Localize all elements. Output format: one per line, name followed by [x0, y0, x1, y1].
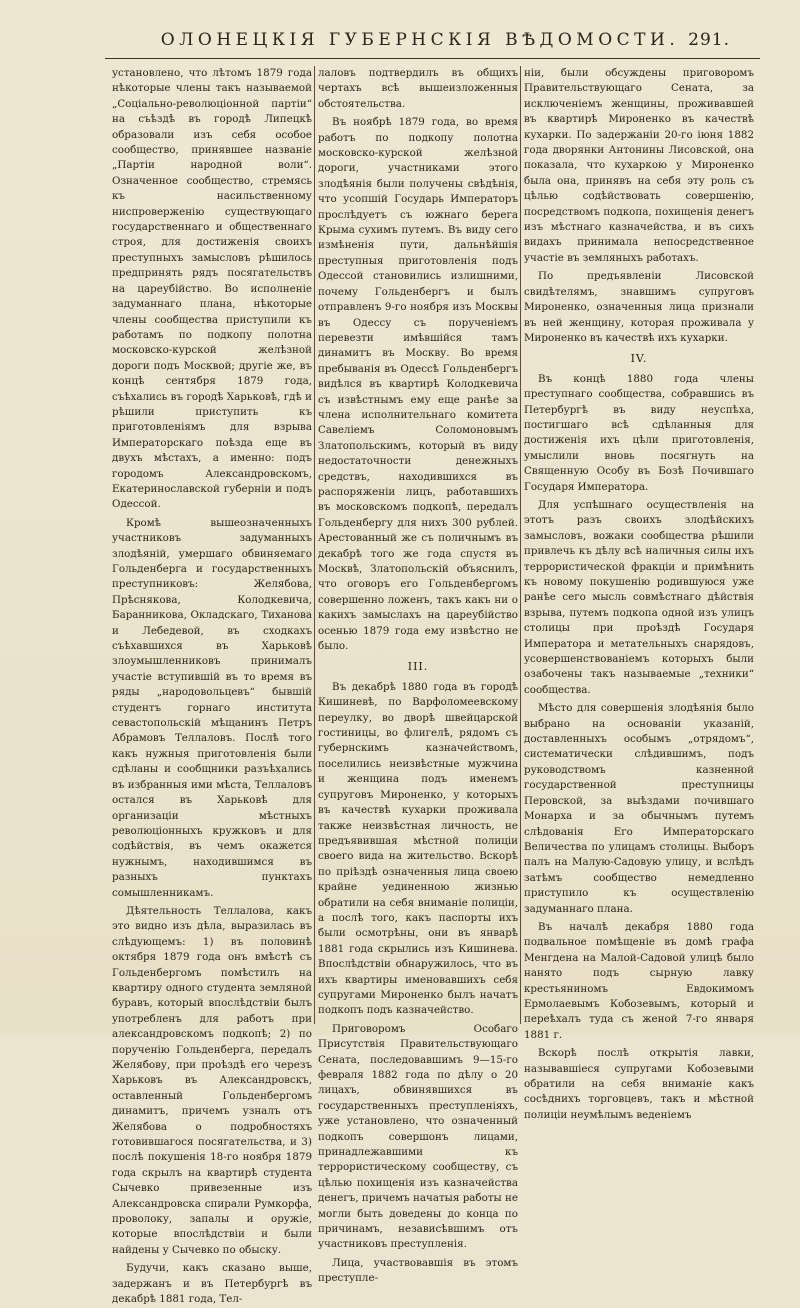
- paragraph: установлено, что лѣтомъ 1879 года нѣкоторые члены такъ называемой „Соціально-революціонной партіи“ на съѣздѣ въ городѣ Липецкѣ образовали изъ себя особое сообщество, принявшее названіе „Партіи народной воли“. Означенное сообщество, стремясь къ насильственному ниспроверженію существующаго государственнаго и общественнаго строя, для достиженія своихъ преступныхъ замысловъ рѣшилось предпринять рядъ посягательствъ на цареубійство. Во исполненіе задуманнаго плана, нѣкоторые члены сообщества приступили къ работамъ по подкопу полотна московско-курской желѣзной дороги подъ Москвой; другіе же, въ концѣ сентября 1879 года, съѣхались въ городѣ Харьковѣ, гдѣ и рѣшили приступить къ приготовленіямъ для взрыва Императорскаго поѣзда еще въ двухъ мѣстахъ, а именно: подъ городомъ Александровскомъ, Екатеринославской губерніи и подъ Одессой.: [112, 67, 312, 511]
- column-1: [112, 66, 312, 1306]
- paragraph: Вскорѣ послѣ открытія лавки, называвшіеся супругами Кобозевыми обратили на себя вниманіе какъ сосѣднихъ торговцевъ, такъ и мѣстной полиціи неумѣлымъ веденіемъ: [524, 1047, 754, 1121]
- paragraph: По предъявленіи Лисовской свидѣтелямъ, знавшимъ супруговъ Мироненко, означенныя лица признали въ ней женщину, которая проживала у Мироненко въ качествѣ ихъ кухарки.: [524, 270, 754, 344]
- paragraph: лаловъ подтвердилъ въ общихъ чертахъ всѣ вышеизложенныя обстоятельства.: [318, 67, 518, 110]
- page-number: 291.: [688, 30, 730, 50]
- section-heading: III.: [407, 660, 429, 674]
- column-2: [318, 66, 518, 1285]
- newspaper-title: ОЛОНЕЦКІЯ ГУБЕРНСКІЯ ВѢДОМОСТИ.: [160, 30, 680, 50]
- column-divider: [520, 66, 521, 1024]
- column-3: [524, 66, 754, 1121]
- paragraph: Въ концѣ 1880 года члены преступнаго сообщества, собравшись въ Петербургѣ въ виду неуспѣха, постигшаго всѣ сдѣланныя для достиженія ихъ цѣли приготовленія, умыслили вновь посягнуть на Священную Особу въ Бозѣ Почившаго Государя Императора.: [524, 372, 754, 493]
- paragraph: Для успѣшнаго осуществленія на этотъ разъ своихъ злодѣйскихъ замысловъ, вожаки сообщества рѣшили привлечь къ дѣлу всѣ наличныя силы ихъ террористической фракціи и примѣнить къ новому покушенію родившуюся уже ранѣе сего мысль совмѣстнаго дѣйствія взрыва, путемъ подкопа одной изъ улицъ столицы при проѣздѣ Государя Императора и метательныхъ снарядовъ, усовершенствованіемъ которыхъ были озабочены такъ называемые „техники“ сообщества.: [524, 498, 754, 696]
- paragraph: Мѣсто для совершенія злодѣянія было выбрано на основаніи указаній, доставленныхъ особымъ „отрядомъ“, систематически слѣдившимъ, подъ руководствомъ казненной государственной преступницы Перовской, за выѣздами почившаго Монарха и за обычнымъ путемъ слѣдованія Его Императорскаго Величества по улицамъ столицы. Выборъ палъ на Малую-Садовую улицу, и вслѣдъ затѣмъ сообщество немедленно приступило къ осуществленію задуманнаго плана.: [524, 702, 754, 915]
- paragraph: Лица, участвовавшія въ этомъ преступле-: [318, 1256, 518, 1285]
- paragraph: Кромѣ вышеозначенныхъ участниковъ задуманныхъ злодѣяній, умершаго обвиняемаго Гольденберга и государственныхъ преступниковъ: Желябова, Прѣснякова, Колодкевича, Баранникова, Окладскаго, Тиханова и Лебедевой, въ сходкахъ съѣхавшихся въ Харьковѣ злоумышленниковъ принималъ участіе вступившій въ то время въ ряды „народовольцевъ“ бывшій студентъ горнаго института севастопольскій мѣщанинъ Петръ Абрамовъ Теллаловъ. Послѣ того какъ нужныя приготовленія были сдѣланы и сообщники разъѣхались въ избранныя ими мѣста, Теллаловъ остался въ Харьковѣ для организаціи мѣстныхъ революціонныхъ кружковъ и для содѣйствія, въ чемъ окажется нужнымъ, находившимся въ разныхъ пунктахъ сомышленникамъ.: [112, 516, 312, 899]
- paragraph: Дѣятельность Теллалова, какъ это видно изъ дѣла, выразилась въ слѣдующемъ: 1) въ половинѣ октября 1879 года онъ вмѣстѣ съ Гольденбергомъ помѣстилъ на квартиру одного студента земляной буравъ, который впослѣдствіи былъ употребленъ для работъ при александровскомъ подкопѣ; 2) по порученію Гольденберга, передалъ Желябову, при проѣздѣ его черезъ Харьковъ въ Александровскъ, оставленный Гольденбергомъ динамитъ, причемъ узналъ отъ Желябова о подробностяхъ готовившагося посягательства, и 3) послѣ покушенія 18-го ноября 1879 года скрылъ на квартирѣ студента Сычевко привезенные изъ Александровска спирали Румкорфа, проволоку, запалы и оружіе, которые впослѣдствіи и были найдены у Сычевко по обыску.: [112, 904, 312, 1256]
- page-header: [100, 28, 740, 58]
- paragraph: Будучи, какъ сказано выше, задержанъ и въ Петербургѣ въ декабрѣ 1881 года, Тел-: [112, 1262, 312, 1306]
- paragraph: Въ ноябрѣ 1879 года, во время работъ по подкопу полотна московско-курской желѣзной дороги, участниками этого злодѣянія были получены свѣдѣнія, что усопшій Государь Императоръ прослѣдуетъ съ южнаго берега Крыма сухимъ путемъ. Въ виду сего измѣненія пути, дальнѣйшія преступныя приготовленія подъ Одессой становились излишними, почему Гольденбергъ и былъ отправленъ 9-го ноября изъ Москвы въ Одессу съ порученіемъ перевезти имѣвшійся тамъ динамитъ въ Москву. Во время пребыванія въ Одессѣ Гольденбергъ видѣлся въ квартирѣ Колодкевича съ извѣстнымъ ему еще ранѣе за члена исполнительнаго комитета Савеліемъ Соломоновымъ Златопольскимъ, который въ виду недостаточности денежныхъ средствъ, находившихся въ распоряженіи лицъ, работавшихъ въ московскомъ подкопѣ, передалъ Гольденбергу для нихъ 300 рублей. Арестованный же съ поличнымъ въ декабрѣ того же года спустя въ Москвѣ, Златопольскій объяснилъ, что оговоръ его Гольденбергомъ совершенно ложенъ, такъ какъ ни о какихъ замыслахъ на цареубійство осенью 1879 года ему извѣстно не было.: [318, 116, 518, 653]
- column-divider: [314, 66, 315, 1024]
- paragraph: ніи, были обсуждены приговоромъ Правительствующаго Сената, за исключеніемъ женщины, проживавшей въ квартирѣ Мироненко въ качествѣ кухарки. По задержаніи 20-го іюня 1882 года дворянки Антонины Лисовской, она показала, что кухаркою у Мироненко была она, принявъ на себя эту роль съ цѣлью содѣйствовать совершенію, посредствомъ подкопа, похищенія денегъ изъ мѣстнаго казначейства, и въ сихъ видахъ принимала непосредственное участіе въ земляныхъ работахъ.: [524, 67, 754, 264]
- section-heading: IV.: [630, 352, 648, 366]
- paragraph: Въ декабрѣ 1880 года въ городѣ Кишиневѣ, по Варфоломеевскому переулку, во дворѣ швейцарской гостиницы, во флигелѣ, рядомъ съ губернскимъ казначействомъ, поселились неизвѣстные мужчина и женщина подъ именемъ супруговъ Мироненко, у которыхъ въ качествѣ кухарки проживала также неизвѣстная личность, не предъявившая мѣстной полиціи своего вида на жительство. Вскорѣ по пріѣздѣ означенныя лица своею крайне уединенною жизнью обратили на себя вниманіе полиціи, а послѣ того, какъ паспорты ихъ были осмотрѣны, они въ январѣ 1881 года скрылись изъ Кишинева. Впослѣдствіи обнаружилось, что въ ихъ квартиры именовавшихъ себя супругами Мироненко былъ начатъ подкопъ подъ казначейство.: [318, 680, 518, 1017]
- paragraph: Въ началѣ декабря 1880 года подвальное помѣщеніе въ домѣ графа Менгдена на Малой-Садовой улицѣ было нанято подъ сырную лавку крестьяниномъ Евдокимомъ Ермолаевымъ Кобозевымъ, который и переѣхалъ туда съ женой 7-го января 1881 г.: [524, 920, 754, 1041]
- header-rule: [105, 58, 760, 59]
- paragraph: Приговоромъ Особаго Присутствія Правительствующаго Сената, последовавшимъ 9—15-го февраля 1882 года по дѣлу о 20 лицахъ, обвинявшихся въ государственныхъ преступленіяхъ, уже установлено, что означенный подкопъ совершонъ лицами, принадлежавшими къ террористическому сообществу, съ цѣлью похищенія изъ казначейства денегъ, причемъ начатыя работы не могли быть доведены до конца по причинамъ, независѣвшимъ отъ участниковъ преступленія.: [318, 1022, 518, 1251]
